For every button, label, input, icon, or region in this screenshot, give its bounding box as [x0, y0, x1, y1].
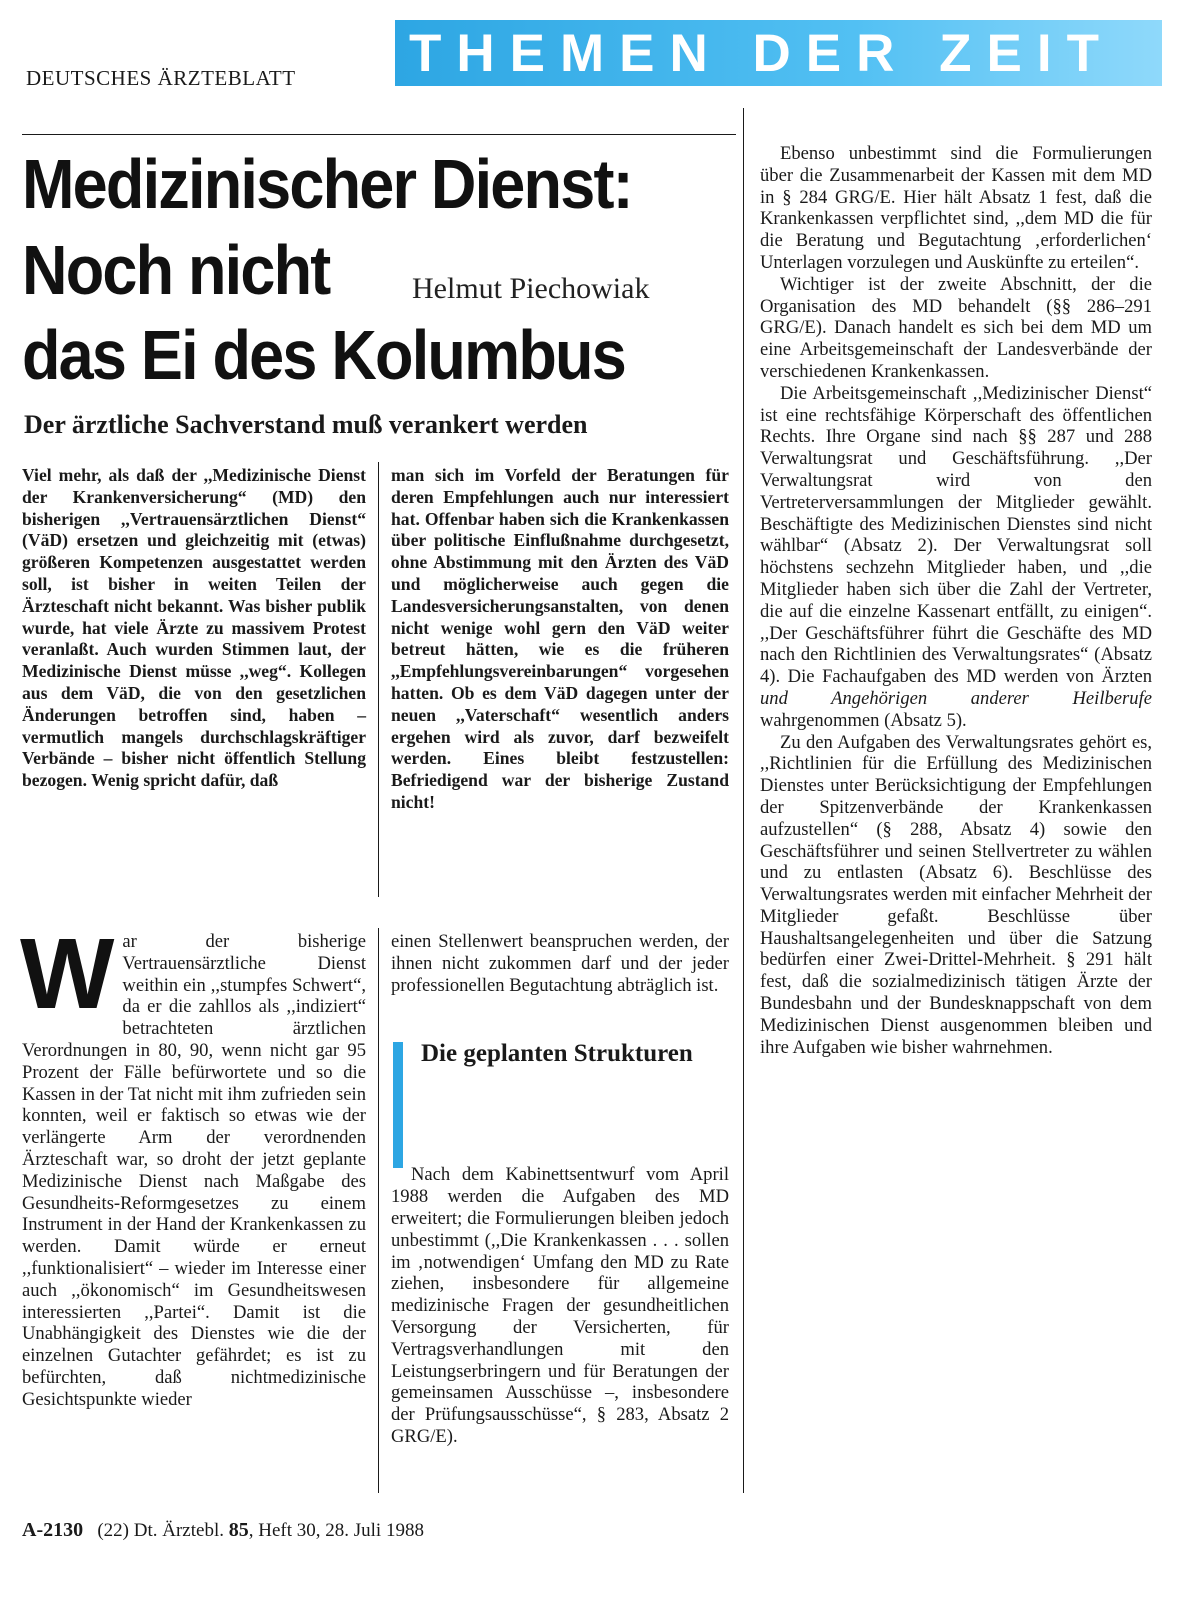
body-paragraph-3: Nach dem Kabinettsentwurf vom April 1988 werden die Aufgaben des MD erweitert; die Formulierungen bleiben jedoch unbestimmt (,,Die Krankenkassen . . . sollen im ‚notwendigen‘ Umfang den MD zu Rate ziehen, insbesondere für allgemeine medizinische Fragen der gesundheitlichen Versorgung der Versicherten, für Vertragsverhandlungen mit den Leistungserbringern und für Beratungen der gemeinsamen Ausschüsse –, insbesondere der Prüfungsausschüsse“, § 283, Absatz 2 GRG/E).	[391, 1164, 729, 1447]
author-name: Helmut Piechowiak	[412, 272, 650, 305]
body-column-2	[391, 931, 729, 1448]
side-paragraph-3-text-a: Die Arbeitsgemeinschaft ,,Medizinischer Dienst“ ist eine rechtsfähige Körperschaft des öffentlichen Rechts. Ihre Organe sind nach §§ 287 und 288 Verwaltungsrat und Geschäftsführung. ,,Der Verwaltungsrat wird von den Vertreterversammlungen der Mitglieder gewählt. Beschäftigte des Medizinischen Dienstes sind nicht wählbar“ (Absatz 2). Der Verwaltungsrat soll höchstens sechzehn Mitglieder haben, und ,,die Mitglieder haben sich über die Zahl der Vertreter, die auf die einzelne Kassenart entfällt, zu einigen“. ,,Der Geschäftsführer führt die Geschäfte des MD nach den Richtlinien des Verwaltungsrates“ (Absatz 4). Die Fachaufgaben des MD werden von Ärzten	[760, 382, 1152, 688]
side-paragraph-3-italic: und Angehörigen anderer Heilberufe	[760, 687, 1152, 709]
headline-line-1: Medizinischer Dienst:	[22, 145, 632, 223]
side-paragraph-2: Wichtiger ist der zweite Abschnitt, der die Organisation des MD behandelt (§§ 286–291 GRG/E). Danach handelt es sich bei dem MD um eine Arbeitsgemeinschaft der Landesverbände der verschiedenen Krankenkassen.	[760, 273, 1152, 382]
publication-name: DEUTSCHES ÄRZTEBLATT	[26, 66, 296, 90]
intro-column-rule	[378, 462, 379, 897]
subheading-block	[391, 1038, 729, 1186]
intro-column-2	[391, 465, 729, 814]
footer-volume: 85	[228, 1519, 249, 1541]
headline-line-2: Noch nicht	[22, 231, 330, 309]
subheading: Die geplanten Strukturen	[421, 1040, 693, 1068]
side-column	[760, 143, 1152, 1058]
body-paragraph-1	[20, 918, 366, 1411]
headline-line-3: das Ei des Kolumbus	[22, 316, 625, 394]
side-paragraph-3-text-b: wahrgenommen (Absatz 5).	[760, 709, 967, 731]
column-rule-side	[743, 108, 744, 1493]
side-paragraph-3	[760, 383, 1152, 732]
body-paragraph-2: einen Stellenwert beanspruchen werden, der ihnen nicht zukommen darf und der jeder professionellen Begutachtung abträglich ist.	[391, 931, 729, 996]
page-number: A-2130	[22, 1519, 84, 1541]
section-banner	[395, 20, 1162, 86]
section-title: THEMEN DER ZEIT	[409, 24, 1114, 83]
subheading-accent-bar	[393, 1042, 403, 1168]
footer-issue-date: , Heft 30, 28. Juli 1988	[248, 1520, 424, 1541]
top-rule	[22, 134, 736, 135]
intro-column-1	[22, 465, 366, 792]
body-column-1	[20, 918, 366, 1411]
body-paragraph-1-text: ar der bisherige Vertrauensärztliche Dienst weithin ein ,,stumpfes Schwert“, da er die zahllos als ,,indiziert“ betrachteten ärztlichen Verordnungen in 80, 90, wenn nicht gar 95 Prozent der Fälle befürwortete und so die Kassen in der Tat nicht mit ihm zufrieden sein konnten, weil er faktisch so etwas wie der verlängerte Arm der verordnenden Ärzteschaft war, so droht der jetzt geplante Medizinische Dienst nach Maßgabe des Gesundheits-Reformgesetzes zu einem Instrument in der Hand der Krankenkassen zu werden. Damit würde er erneut ,,funktionalisiert“ – wieder im Interesse einer auch ,,ökonomisch“ im Gesundheitswesen interessierten ,,Partei“. Damit ist die Unabhängigkeit des Dienstes wie die der einzelnen Gutachter gefährdet; es ist zu befürchten, daß nichtmedizinische Gesichtspunkte wieder	[22, 931, 366, 1410]
body-column-rule	[378, 928, 379, 1493]
intro-paragraph-2: man sich im Vorfeld der Beratungen für deren Empfehlungen auch nur interessiert hat. Offenbar haben sich die Krankenkassen über politische Einflußnahme durchgesetzt, ohne Abstimmung mit den Ärzten des VäD und möglicherweise auch gegen die Landesversicherungsanstalten, von denen nicht wenige wohl gern den VäD weiter betreut hätten, wie es die früheren ,,Empfehlungsvereinbarungen“ vorgesehen hatten. Ob es dem VäD dagegen unter der neuen ,,Vaterschaft“ wesentlich anders ergehen wird als zuvor, darf bezweifelt werden. Eines bleibt festzustellen: Befriedigend war der bisherige Zustand nicht!	[391, 465, 729, 812]
side-paragraph-4: Zu den Aufgaben des Verwaltungsrates gehört es, ,,Richtlinien für die Erfüllung des Medizinischen Dienstes unter Berücksichtigung der Empfehlungen der Spitzenverbände der Krankenkassen aufzustellen“ (§ 288, Absatz 4) sowie den Geschäftsführer und seinen Stellvertreter zu wählen und zu entlasten (Absatz 6). Beschlüsse des Verwaltungsrates werden mit einfacher Mehrheit der Mitglieder gefaßt. Beschlüsse über Haushaltsangelegenheiten und über die Satzung bedürfen einer Zwei-Drittel-Mehrheit. § 291 hält fest, daß die sozialmedizinisch tätigen Ärzte der Bundesbahn und der Bundesknappschaft von dem Medizinischen Dienst ausgenommen bleiben und ihre Aufgaben wie bisher wahrnehmen.	[760, 731, 1152, 1058]
article-subtitle: Der ärztliche Sachverstand muß verankert werden	[24, 410, 588, 439]
footer-journal: (22) Dt. Ärztebl.	[97, 1520, 224, 1541]
side-paragraph-1: Ebenso unbestimmt sind die Formulierungen über die Zusammenarbeit der Kassen mit dem MD in § 284 GRG/E. Hier hält Absatz 1 fest, daß die Krankenkassen verpflichtet sind, ,,dem MD die für die Beratung und Begutachtung ‚erforderlichen‘ Unterlagen vorzulegen und Auskünfte zu erteilen“.	[760, 143, 1152, 273]
drop-cap-letter: W	[20, 918, 115, 1030]
intro-paragraph-1: Viel mehr, als daß der ,,Medizinische Dienst der Krankenversicherung“ (MD) den bisherigen ,,Vertrauensärztlichen Dienst“ (VäD) ersetzen und gleichzeitig mit (etwas) größeren Kompetenzen ausgestattet werden soll, ist bisher in weiten Teilen der Ärzteschaft nicht bekannt. Was bisher publik wurde, hat viele Ärzte zu massivem Protest veranlaßt. Auch wurden Stimmen laut, der Medizinische Dienst müsse ,,weg“. Kollegen aus dem VäD, die von den gesetzlichen Änderungen betroffen sind, haben – vermutlich mangels durchschlagskräftiger Verbände – bisher nicht öffentlich Stellung bezogen. Wenig spricht dafür, daß	[22, 465, 366, 791]
page-footer	[22, 1519, 424, 1542]
